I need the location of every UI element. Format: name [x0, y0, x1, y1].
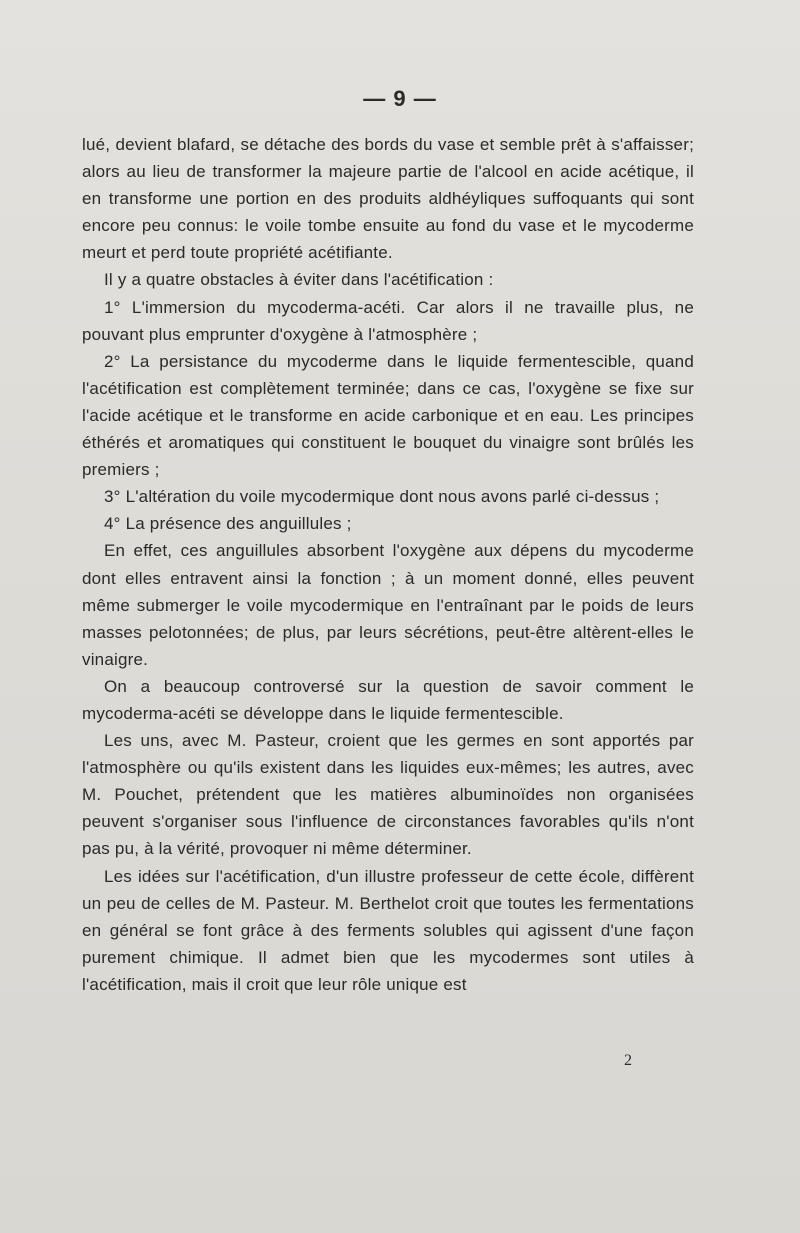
paragraph-10: Les idées sur l'acétification, d'un illustre professeur de cette école, diffèrent un peu de celles de M. Pasteur. M. Berthelot croit que toutes les fermentations en général se font grâce à des ferments solubles qui agissent d'une façon purement chimique. Il admet bien que les mycodermes sont utiles à l'acétification, mais il croit que leur rôle unique est: [82, 866, 694, 994]
paragraph-5: 3° L'altération du voile mycodermique dont nous avons parlé ci-dessus ;: [104, 487, 660, 507]
paragraph-9: Les uns, avec M. Pasteur, croient que les germes en sont apportés par l'atmosphère ou qu'ils existent dans les liquides eux-mêmes; les autres, avec M. Pouchet, prétendent que les matières albuminoïdes non organisées peuvent s'organiser sous l'influence de circonstances favorables qu'ils n'ont pas pu, à la vérité, provoquer ni même déterminer.: [82, 731, 694, 859]
page-number: — 9 —: [363, 86, 437, 111]
paragraph-1: lué, devient blafard, se détache des bords du vase et semble prêt à s'affaisser; alors au lieu de transformer la majeure partie de l'alcool en acide acétique, il en transforme une portion en des produits aldhéyliques suffoquants qui sont encore peu connus: le voile tombe ensuite au fond du vase et le mycoderme meurt et perd toute propriété acétifiante.: [82, 135, 694, 263]
signature-mark: 2: [624, 1052, 632, 1069]
paragraph-8: On a beaucoup controversé sur la question de savoir comment le mycoderma-acéti se développe dans le liquide fermentescible.: [82, 676, 694, 723]
body-text: [82, 131, 694, 998]
paragraph-7: En effet, ces anguillules absorbent l'oxygène aux dépens du mycoderme dont elles entravent ainsi la fonction ; à un moment donné, elles peuvent même submerger le voile mycodermique en l'entraînant par le poids de leurs masses pelotonnées; de plus, par leurs sécrétions, peut-être altèrent-elles le vinaigre.: [82, 541, 694, 669]
paragraph-6: 4° La présence des anguillules ;: [104, 514, 352, 534]
paragraph-2: Il y a quatre obstacles à éviter dans l'acétification :: [104, 270, 494, 290]
paragraph-4: 2° La persistance du mycoderme dans le liquide fermentescible, quand l'acétification est complètement terminée; dans ce cas, l'oxygène se fixe sur l'acide acétique et le transforme en acide carbonique et en eau. Les principes éthérés et aromatiques qui constituent le bouquet du vinaigre sont brûlés les premiers ;: [82, 351, 694, 480]
paragraph-3: 1° L'immersion du mycoderma-acéti. Car alors il ne travaille plus, ne pouvant plus emprunter d'oxygène à l'atmosphère ;: [82, 297, 694, 344]
